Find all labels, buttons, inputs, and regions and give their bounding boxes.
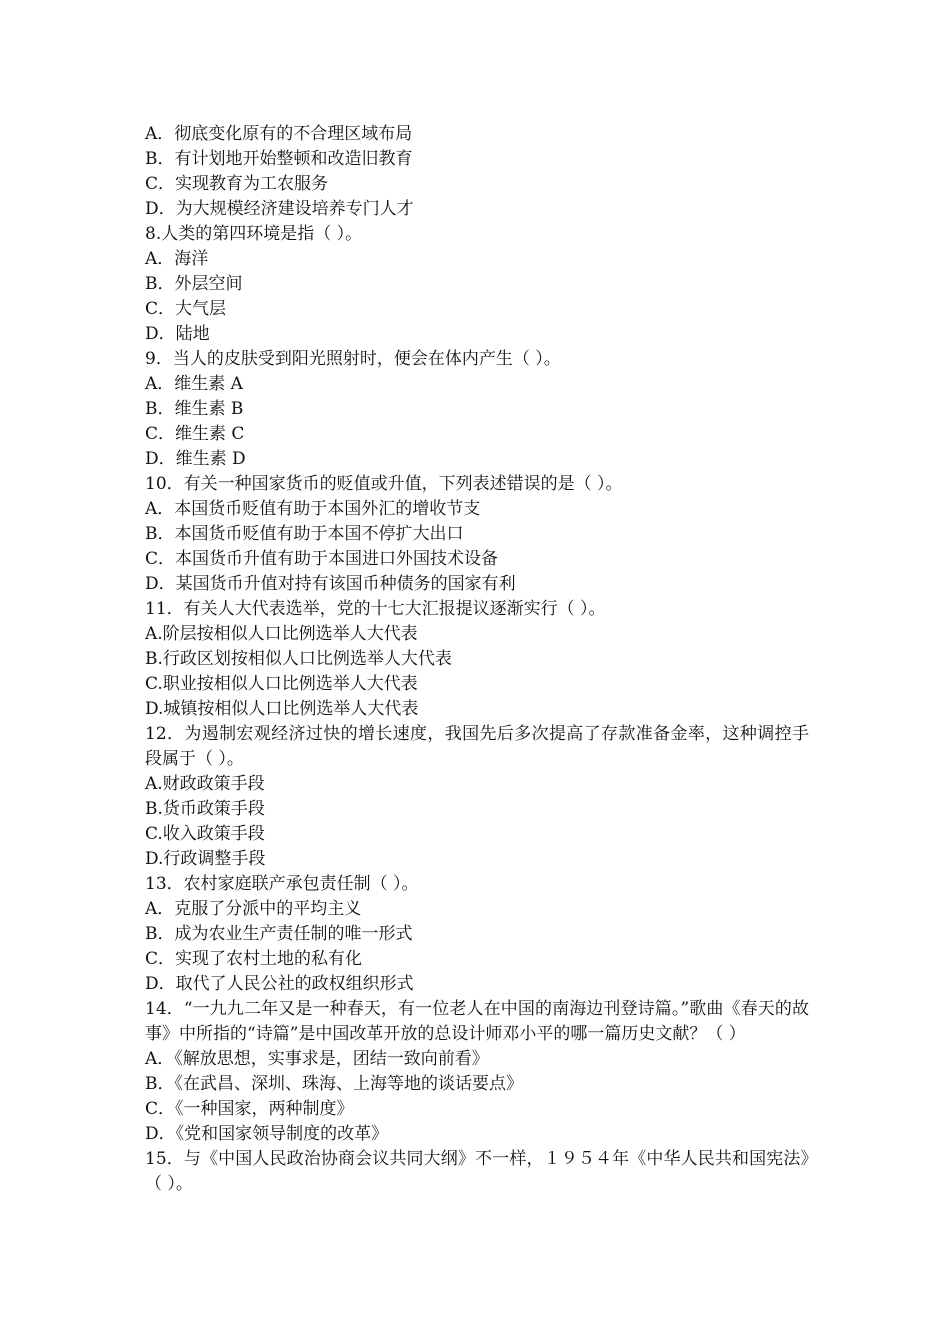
option-line: C．本国货币升值有助于本国进口外国技术设备 [145, 549, 499, 569]
option-line: B．有计划地开始整顿和改造旧教育 [145, 149, 413, 169]
option-line: B．《在武昌、深圳、珠海、上海等地的谈话要点》 [145, 1074, 523, 1094]
question-11: 11．有关人大代表选举，党的十七大汇报提议逐渐实行（ ）。 [145, 599, 606, 619]
option-line: B．本国货币贬值有助于本国不停扩大出口 [145, 524, 464, 544]
option-line: A．彻底变化原有的不合理区域布局 [145, 124, 413, 144]
question-10: 10．有关一种国家货币的贬值或升值，下列表述错误的是（ ）。 [145, 474, 623, 494]
question-9: 9．当人的皮肤受到阳光照射时，便会在体内产生（ ）。 [145, 349, 561, 369]
option-line: C．维生素 C [145, 424, 245, 444]
question-12: 12．为遏制宏观经济过快的增长速度，我国先后多次提高了存款准备金率，这种调控手段属于（ ）。 [145, 724, 809, 769]
question-15: 15．与《中国人民政治协商会议共同大纲》不一样，１９５４年《中华人民共和国宪法》（ ）。 [145, 1149, 809, 1194]
option-line: D.城镇按相似人口比例选举人大代表 [145, 699, 419, 719]
question-13: 13．农村家庭联产承包责任制（ ）。 [145, 874, 419, 894]
question-8: 8.人类的第四环境是指（ ）。 [145, 224, 363, 244]
option-line: A．本国货币贬值有助于本国外汇的增收节支 [145, 499, 481, 519]
option-line: D．陆地 [145, 324, 210, 344]
document-body [145, 122, 809, 1197]
option-line: C．《一种国家，两种制度》 [145, 1099, 354, 1119]
option-line: C.收入政策手段 [145, 824, 265, 844]
option-line: B．成为农业生产责任制的唯一形式 [145, 924, 413, 944]
option-line: C．大气层 [145, 299, 227, 319]
option-line: D．为大规模经济建设培养专门人才 [145, 199, 414, 219]
option-line: D．取代了人民公社的政权组织形式 [145, 974, 414, 994]
option-line: C.职业按相似人口比例选举人大代表 [145, 674, 418, 694]
option-line: D．《党和国家领导制度的改革》 [145, 1124, 389, 1144]
option-line: B．维生素 B [145, 399, 244, 419]
option-line: A.财政政策手段 [145, 774, 265, 794]
option-line: A．维生素 A [145, 374, 243, 394]
option-line: D.行政调整手段 [145, 849, 266, 869]
option-line: A．克服了分派中的平均主义 [145, 899, 362, 919]
option-line: A．《解放思想，实事求是，团结一致向前看》 [145, 1049, 489, 1069]
option-line: B.行政区划按相似人口比例选举人大代表 [145, 649, 452, 669]
option-line: C．实现教育为工农服务 [145, 174, 329, 194]
option-line: D．维生素 D [145, 449, 246, 469]
option-line: C．实现了农村土地的私有化 [145, 949, 363, 969]
option-line: A.阶层按相似人口比例选举人大代表 [145, 624, 418, 644]
option-line: D．某国货币升值对持有该国币种债务的国家有利 [145, 574, 516, 594]
option-line: B．外层空间 [145, 274, 243, 294]
option-line: A．海洋 [145, 249, 209, 269]
question-14: 14．“一九九二年又是一种春天，有一位老人在中国的南海边刊登诗篇。”歌曲《春天的故事》中所指的“诗篇”是中国改革开放的总设计师邓小平的哪一篇历史文献？（ ） [145, 999, 809, 1044]
option-line: B.货币政策手段 [145, 799, 265, 819]
